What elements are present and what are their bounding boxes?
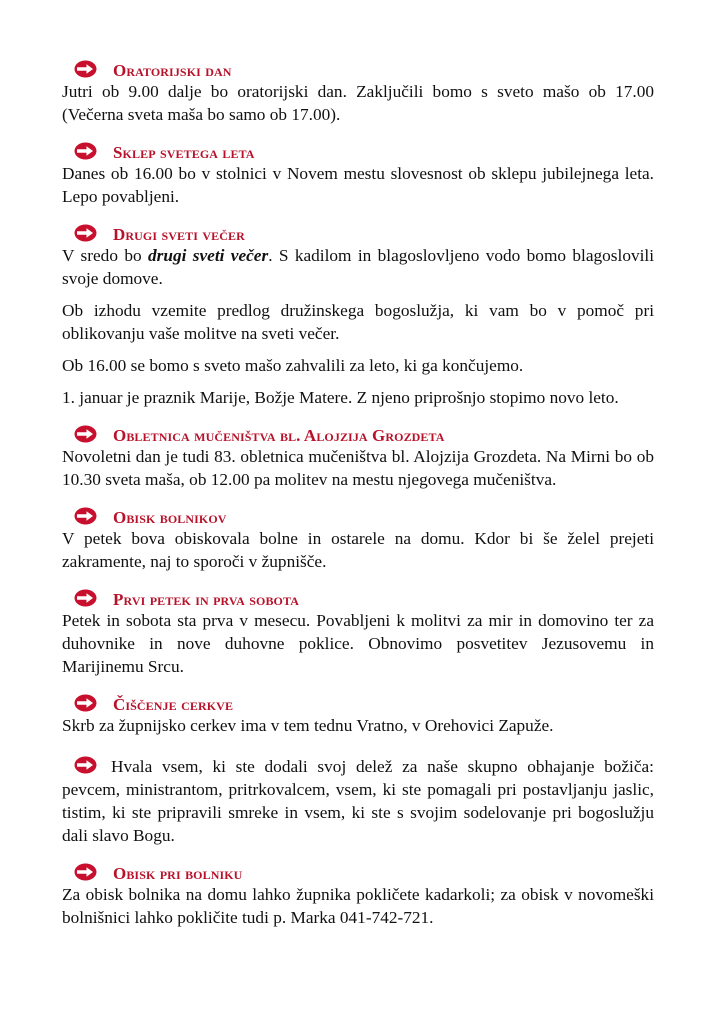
section-prvi-petek: [62, 587, 654, 678]
section-heading: [62, 423, 654, 445]
red-circle-arrow-icon: [74, 425, 97, 443]
section-paragraph: Jutri ob 9.00 dalje bo oratorijski dan. Zaključili bomo s sveto mašo ob 17.00 (Večerna sveta maša bo samo ob 17.00).: [62, 82, 654, 124]
section-heading: [62, 222, 654, 244]
section-heading: [62, 505, 654, 527]
red-circle-arrow-icon: [74, 756, 97, 774]
section-heading: [62, 861, 654, 883]
section-paragraph: V petek bova obiskovala bolne in ostarele na domu. Kdor bi še želel prejeti zakramente, naj to sporoči v župnišče.: [62, 529, 654, 571]
section-paragraph: Novoletni dan je tudi 83. obletnica mučeništva bl. Alojzija Grozdeta. Na Mirni bo ob 10.30 sveta maša, ob 12.00 pa molitev na mestu njegovega mučeništva.: [62, 447, 654, 489]
section-title: Obletnica mučeništva bl. Alojzija Grozdeta: [113, 426, 445, 445]
red-circle-arrow-icon: [74, 224, 97, 242]
red-circle-arrow-icon: [74, 589, 97, 607]
emphasized-text: drugi sveti večer: [147, 246, 269, 265]
section-heading: [62, 692, 654, 714]
section-drugi-sveti-vecer: [62, 222, 654, 409]
section-heading: [62, 58, 654, 80]
section-paragraph: [62, 755, 654, 847]
red-circle-arrow-icon: [74, 694, 97, 712]
red-circle-arrow-icon: [74, 863, 97, 881]
section-heading: [62, 140, 654, 162]
section-paragraph: Danes ob 16.00 bo v stolnici v Novem mestu slovesnost ob sklepu jubilejnega leta. Lepo povabljeni.: [62, 164, 654, 206]
section-title: Obisk pri bolniku: [113, 864, 243, 883]
section-paragraph: Petek in sobota sta prva v mesecu. Povabljeni k molitvi za mir in domovino ter za duhovnike in nove duhovne poklice. Obnovimo posvetitev Jezusovemu in Marijinemu Srcu.: [62, 611, 654, 676]
section-title: Sklep svetega leta: [113, 143, 255, 162]
section-title: Čiščenje cerkve: [113, 695, 234, 714]
section-title: Drugi sveti večer: [113, 225, 245, 244]
section-zahvala: [62, 755, 654, 847]
red-circle-arrow-icon: [74, 142, 97, 160]
section-heading: [62, 587, 654, 609]
red-circle-arrow-icon: [74, 60, 97, 78]
section-paragraph: 1. januar je praznik Marije, Božje Matere. Z njeno priprošnjo stopimo novo leto.: [62, 388, 619, 407]
section-title: Obisk bolnikov: [113, 508, 227, 527]
section-ciscenje-cerkve: [62, 692, 654, 737]
section-title: Prvi petek in prva sobota: [113, 590, 299, 609]
section-title: Oratorijski dan: [113, 61, 232, 80]
section-obisk-bolnikov: [62, 505, 654, 573]
bulletin-page: [62, 58, 654, 929]
section-paragraph: Skrb za župnijsko cerkev ima v tem tednu Vratno, v Orehovici Zapuže.: [62, 716, 554, 735]
section-paragraph: [62, 244, 654, 290]
section-paragraph: Ob 16.00 se bomo s sveto mašo zahvalili za leto, ki ga končujemo.: [62, 356, 524, 375]
paragraph-text: . S kadilom in blagoslovljeno vodo bomo blagoslovili svoje domove.: [62, 246, 654, 288]
section-oratorijski-dan: [62, 58, 654, 126]
section-sklep-svetega-leta: [62, 140, 654, 208]
section-paragraph: Za obisk bolnika na domu lahko župnika pokličete kadarkoli; za obisk v novomeški bolnišnici lahko pokličite tudi p. Marka 041-742-721.: [62, 885, 654, 927]
section-paragraph: Ob izhodu vzemite predlog družinskega bogoslužja, ki vam bo v pomoč pri oblikovanju vaše molitve na sveti večer.: [62, 301, 654, 343]
red-circle-arrow-icon: [74, 507, 97, 525]
section-obisk-pri-bolniku: [62, 861, 654, 929]
paragraph-text: Hvala vsem, ki ste dodali svoj delež za naše skupno obhajanje božiča: pevcem, ministrantom, pritrkovalcem, vsem, ki ste pomagali pri postavljanju jaslic, tistim, ki ste pripravili smreke in vsem, ki ste s svojim sodelovanje pri bogoslužju dali slavo Bogu.: [62, 757, 654, 845]
paragraph-text: V sredo bo: [62, 246, 148, 265]
section-obletnica: [62, 423, 654, 491]
